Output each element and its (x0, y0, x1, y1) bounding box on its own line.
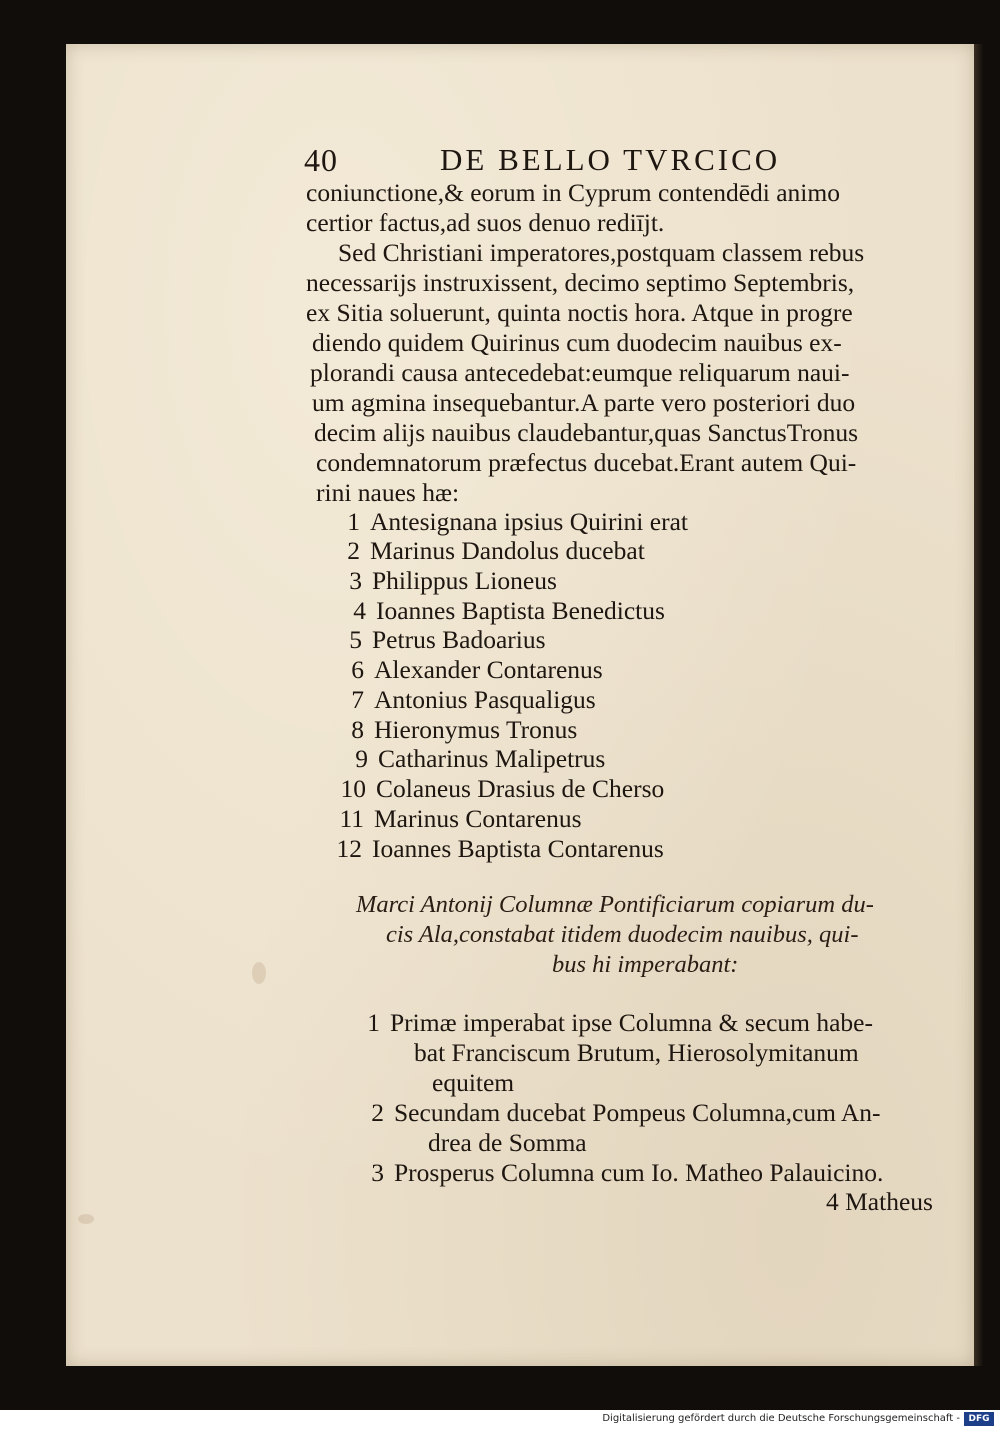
list-item (330, 804, 582, 834)
dfg-logo: DFG (964, 1412, 994, 1426)
list-text: Secundam ducebat Pompeus Columna,cum An- (394, 1098, 881, 1127)
body-line: coniunctione,& eorum in Cyprum contendēdi animo (306, 178, 840, 207)
page-number: 40 (304, 142, 338, 178)
running-title: DE BELLO TVRCICO (440, 142, 781, 177)
list-continuation: drea de Somma (428, 1128, 587, 1157)
list-number: 3 (349, 566, 362, 595)
list-number: 10 (340, 774, 366, 803)
page-edge (974, 44, 984, 1366)
paper-stain (78, 1214, 94, 1224)
list-number: 3 (371, 1158, 384, 1187)
list-item (330, 715, 577, 745)
list-name: Ioannes Baptista Benedictus (376, 596, 665, 625)
list-number: 2 (347, 536, 360, 565)
list-item (334, 744, 605, 774)
body-line: Sed Christiani imperatores,postquam classem rebus (338, 238, 865, 267)
list-item (350, 1158, 883, 1188)
list-number: 4 (353, 596, 366, 625)
list-number: 9 (355, 744, 368, 773)
list-number: 11 (339, 804, 364, 833)
list-item (330, 655, 603, 685)
heading-line: Marci Antonij Columnæ Pontificiarum copiarum du- (356, 891, 874, 918)
list-item (326, 536, 645, 566)
body-line: plorandi causa antecedebat:eumque reliquarum naui- (310, 358, 850, 387)
body-line: decim alijs nauibus claudebantur,quas SanctusTronus (314, 418, 859, 447)
list-number: 6 (351, 655, 364, 684)
page-header (304, 142, 844, 182)
list-item (346, 1008, 873, 1038)
list-name: Petrus Badoarius (372, 625, 546, 654)
list-item (326, 507, 688, 537)
heading-line: bus hi imperabant: (552, 951, 739, 978)
list-name: Colaneus Drasius de Cherso (376, 774, 665, 803)
paper-stain (252, 962, 266, 984)
list-name: Marinus Dandolus ducebat (370, 536, 645, 565)
list-number: 12 (336, 834, 362, 863)
list-continuation: bat Franciscum Brutum, Hierosolymitanum (414, 1038, 859, 1067)
list-item (330, 685, 596, 715)
list-number: 8 (351, 715, 364, 744)
body-line: rini naues hæ: (316, 478, 460, 507)
list-name: Antonius Pasqualigus (374, 685, 596, 714)
body-line: diendo quidem Quirinus cum duodecim nauibus ex- (312, 328, 842, 357)
list-number: 7 (351, 685, 364, 714)
list-number: 1 (367, 1008, 380, 1037)
list-number: 2 (371, 1098, 384, 1127)
list-text: Prosperus Columna cum Io. Matheo Palauicino. (394, 1158, 884, 1187)
list-item (350, 1098, 881, 1128)
body-line: ex Sitia soluerunt, quinta noctis hora. Atque in progre (306, 298, 853, 327)
list-name: Catharinus Malipetrus (378, 744, 606, 773)
digitization-footer (0, 1410, 1000, 1430)
list-item (328, 625, 546, 655)
list-name: Antesignana ipsius Quirini erat (370, 507, 688, 536)
list-name: Ioannes Baptista Contarenus (372, 834, 664, 863)
list-item (332, 596, 665, 626)
body-line: certior factus,ad suos denuo rediījt. (306, 208, 665, 237)
list-item (328, 834, 664, 864)
list-name: Hieronymus Tronus (374, 715, 578, 744)
book-page (66, 44, 974, 1366)
list-number: 5 (349, 625, 362, 654)
list-item (328, 566, 557, 596)
body-line: um agmina insequebantur.A parte vero posteriori duo (312, 388, 856, 417)
list-number: 1 (347, 507, 360, 536)
heading-line: cis Ala,constabat itidem duodecim nauibus, qui- (386, 921, 859, 948)
list-name: Philippus Lioneus (372, 566, 557, 595)
list-name: Marinus Contarenus (374, 804, 582, 833)
footer-credit: Digitalisierung gefördert durch die Deutsche Forschungsgemeinschaft - (602, 1413, 960, 1424)
list-item (332, 774, 664, 804)
body-line: necessarijs instruxissent, decimo septimo Septembris, (306, 268, 855, 297)
list-continuation: equitem (432, 1068, 515, 1097)
body-line: condemnatorum præfectus ducebat.Erant autem Qui- (316, 448, 857, 477)
list-name: Alexander Contarenus (374, 655, 603, 684)
catchword: 4 Matheus (826, 1187, 933, 1216)
list-text: Primæ imperabat ipse Columna & secum habe- (390, 1008, 873, 1037)
